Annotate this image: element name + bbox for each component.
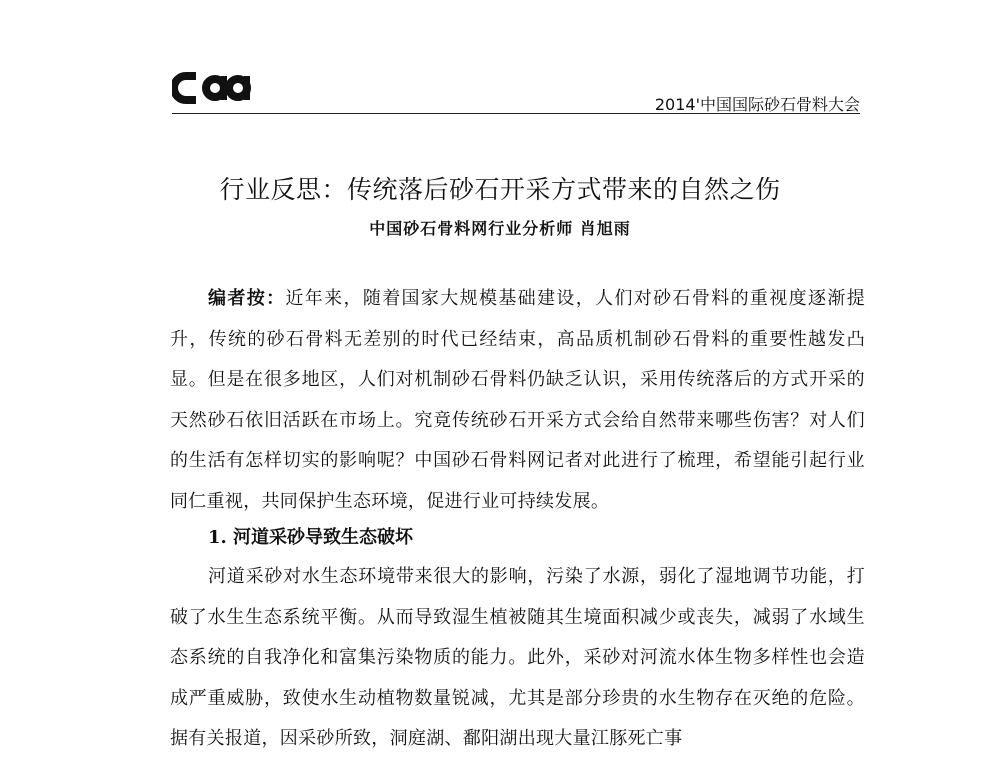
section-heading: 1. 河道采砂导致生态破坏 [208,527,414,548]
editor-note-label: 编者按： [208,288,286,309]
header-rule [172,113,860,114]
editor-note [170,279,865,522]
section-paragraph: 河道采砂对水生态环境带来很大的影响，污染了水源，弱化了湿地调节功能，打破了水生生态系统平衡。从而导致湿生植被随其生境面积减少或丧失，减弱了水域生态系统的自我净化和富集污染物质的能力。此外，采砂对河流水体生物多样性也会造成严重威胁，致使水生动植物数量锐减，尤其是部分珍贵的水生物存在灭绝的危险。据有关报道，因采砂所致，洞庭湖、鄱阳湖出现大量江豚死亡事 [170,566,865,749]
article-author: 中国砂石骨料网行业分析师 肖旭雨 [369,219,631,238]
article-title: 行业反思：传统落后砂石开采方式带来的自然之伤 [219,175,781,204]
caa-logo-mark [172,70,254,106]
caa-logo [172,70,254,106]
editor-note-text: 近年来，随着国家大规模基础建设，人们对砂石骨料的重视度逐渐提升，传统的砂石骨料无差别的时代已经结束，高品质机制砂石骨料的重要性越发凸显。但是在很多地区，人们对机制砂石骨料仍缺乏认识，采用传统落后的方式开采的天然砂石依旧活跃在市场上。究竟传统砂石开采方式会给自然带来哪些伤害？对人们的生活有怎样切实的影响呢？中国砂石骨料网记者对此进行了梳理，希望能引起行业同仁重视，共同保护生态环境，促进行业可持续发展。 [170,288,865,512]
event-name: 2014'中国国际砂石骨料大会 [654,95,860,114]
